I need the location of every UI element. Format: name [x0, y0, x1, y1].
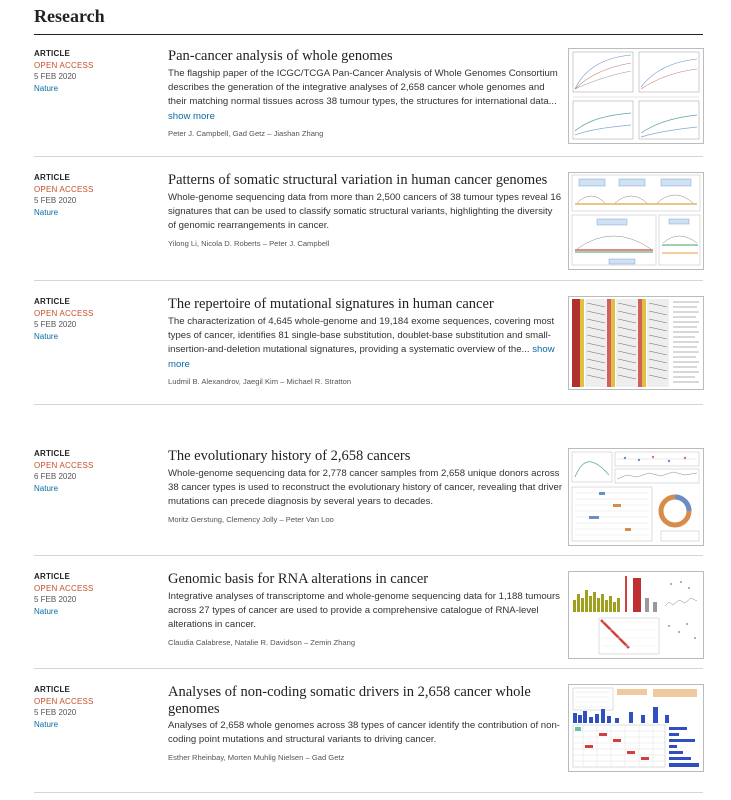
authors-separator: – [262, 238, 267, 248]
journal-link[interactable]: Nature [34, 606, 59, 616]
authors-last: Michael R. Stratton [286, 377, 352, 387]
authors-last: Peter Van Loo [285, 514, 334, 524]
authors-separator: – [305, 752, 310, 762]
article-figure-thumbnail[interactable] [568, 448, 704, 546]
section-title: Research [34, 6, 105, 26]
authors-last: Peter J. Campbell [269, 238, 330, 248]
article-type: ARTICLE [34, 685, 71, 694]
open-access-label: OPEN ACCESS [34, 460, 94, 470]
article-abstract: Whole-genome sequencing data from more than 2,500 cancers of 38 tumour types reveal 16 signatures that can be used to classify somatic structural variants, highlighting the diversity of genomic rearrangements in cancer. [168, 191, 562, 232]
authors-first: Yilong Li, Nicola D. Roberts [168, 238, 261, 248]
authors-separator: – [279, 514, 284, 524]
journal-link[interactable]: Nature [34, 207, 59, 217]
article-figure-thumbnail[interactable] [568, 172, 704, 270]
journal-link[interactable]: Nature [34, 483, 59, 493]
authors-first: Claudia Calabrese, Natalie R. Davidson [168, 637, 302, 647]
publication-date: 6 FEB 2020 [34, 472, 77, 482]
authors-last: Jiashan Zhang [273, 129, 324, 139]
authors-first: Peter J. Campbell, Gad Getz [168, 129, 266, 139]
authors-separator: – [280, 377, 285, 387]
abstract-text: The flagship paper of the ICGC/TCGA Pan-Cancer Analysis of Whole Genomes Consortium describes the generation of the integrative analyses of 2,658 cancer whole genomes and their matching normal tissues across 38 tumour types, the structures for international data... [168, 67, 558, 108]
article-authors [168, 638, 563, 647]
article-authors [168, 129, 563, 138]
article-type: ARTICLE [34, 173, 71, 182]
show-more-link[interactable]: show more [168, 110, 215, 122]
publication-date: 5 FEB 2020 [34, 708, 77, 718]
article-item [34, 448, 703, 556]
article-meta [34, 48, 154, 94]
authors-separator: – [303, 637, 309, 647]
authors-first: Moritz Gerstung, Clemency Jolly [168, 514, 278, 524]
article-meta [34, 172, 154, 218]
publication-date: 5 FEB 2020 [34, 196, 77, 206]
article-authors [168, 753, 563, 762]
section-divider [34, 34, 703, 35]
article-abstract: Integrative analyses of transcriptome and whole-genome sequencing data for 1,188 tumours across 27 types of cancer are used to provide a comprehensive catalogue of RNA-level alterations in cancer. [168, 590, 560, 631]
article-item [34, 571, 703, 669]
article-abstract: Whole-genome sequencing data for 2,778 cancer samples from 2,658 unique donors across 38 cancer types is used to reconstruct the evolutionary history of cancer, revealing that driver mutations can precede diagnosis by several years to decades. [168, 467, 563, 508]
article-abstract [168, 315, 563, 373]
article-authors [168, 239, 563, 248]
article-title-link[interactable]: Analyses of non-coding somatic drivers in 2,658 cancer whole genomes [168, 684, 531, 717]
authors-first: Esther Rheinbay, Morten Muhlig Nielsen [168, 752, 304, 762]
article-abstract: Analyses of 2,658 whole genomes across 38 types of cancer identify the contribution of non-coding point mutations and structural variants to driving cancer. [168, 720, 560, 746]
article-abstract [168, 67, 563, 125]
journal-link[interactable]: Nature [34, 719, 59, 729]
journal-link[interactable]: Nature [34, 331, 59, 341]
article-title-link[interactable]: Patterns of somatic structural variation in human cancer genomes [168, 172, 548, 188]
article-authors [168, 515, 563, 524]
article-meta [34, 571, 154, 617]
authors-separator: – [267, 129, 272, 139]
article-type: ARTICLE [34, 449, 71, 458]
article-title-link[interactable]: The repertoire of mutational signatures in human cancer [168, 296, 494, 312]
authors-last: Zemin Zhang [310, 637, 356, 647]
authors-last: Gad Getz [311, 752, 345, 762]
publication-date: 5 FEB 2020 [34, 595, 77, 605]
open-access-label: OPEN ACCESS [34, 308, 94, 318]
article-meta [34, 448, 154, 494]
article-type: ARTICLE [34, 49, 71, 58]
open-access-label: OPEN ACCESS [34, 696, 94, 706]
article-item [34, 296, 703, 405]
article-type: ARTICLE [34, 572, 71, 581]
open-access-label: OPEN ACCESS [34, 184, 94, 194]
article-figure-thumbnail[interactable] [568, 571, 704, 659]
article-figure-thumbnail[interactable] [568, 296, 704, 390]
article-authors [168, 377, 563, 386]
abstract-text: The characterization of 4,645 whole-genome and 19,184 exome sequences, covering most types of cancer, identifies 81 single-base substitution, doublet-base substitution and small-insertion-and-deletion mutational signatures, providing a systematic overview of the... [168, 315, 555, 356]
publication-date: 5 FEB 2020 [34, 72, 77, 82]
article-figure-thumbnail[interactable] [568, 48, 704, 144]
authors-first: Ludmil B. Alexandrov, Jaegil Kim [168, 377, 279, 387]
article-figure-thumbnail[interactable] [568, 684, 704, 772]
article-title-link[interactable]: The evolutionary history of 2,658 cancers [168, 448, 411, 464]
journal-link[interactable]: Nature [34, 83, 59, 93]
article-meta [34, 684, 154, 730]
publication-date: 5 FEB 2020 [34, 320, 77, 330]
article-item [34, 172, 703, 281]
article-title-link[interactable]: Pan-cancer analysis of whole genomes [168, 48, 393, 64]
article-item [34, 48, 703, 157]
article-type: ARTICLE [34, 297, 71, 306]
article-item [34, 684, 703, 793]
open-access-label: OPEN ACCESS [34, 60, 94, 70]
article-title-link[interactable]: Genomic basis for RNA alterations in cancer [168, 571, 429, 587]
show-more-link[interactable]: show more [168, 344, 555, 370]
open-access-label: OPEN ACCESS [34, 583, 94, 593]
article-meta [34, 296, 154, 342]
